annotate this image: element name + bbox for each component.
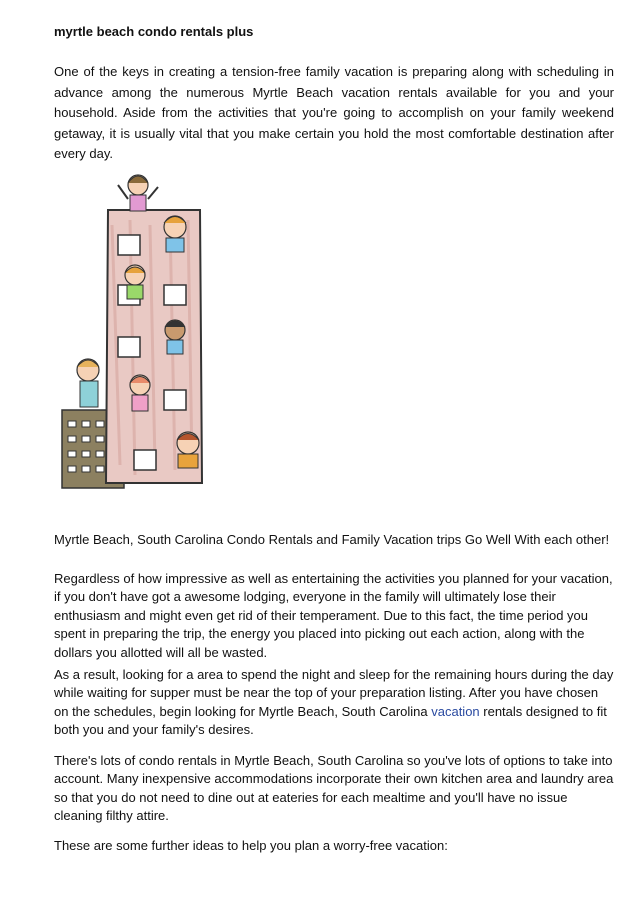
body-paragraph-2 — [54, 666, 614, 740]
kid-window-4 — [165, 320, 185, 354]
intro-paragraph: One of the keys in creating a tension-free family vacation is preparing along with scheduling in advance among the numerous Myrtle Beach vacation rentals available for you and your household. Aside from the activities that you're going to accomplish on your family weekend getaway, it is usually vital that you make certain you hold the most comfortable destination after every day. — [54, 64, 614, 161]
kid-window-3 — [125, 265, 145, 299]
subheading-paragraph: Myrtle Beach, South Carolina Condo Rentals and Family Vacation trips Go Well With each other! — [54, 532, 610, 547]
page-title: myrtle beach condo rentals plus — [54, 24, 254, 39]
kid-window-6 — [177, 432, 199, 468]
cartoon-condo-illustration — [60, 165, 220, 490]
paragraph-text-after-link: rentals designed to fit both you and your family's desires. — [54, 703, 607, 738]
body-paragraph-3: There's lots of condo rentals in Myrtle Beach, South Carolina so you've lots of options to take into account. Many inexpensive accommodations incorporate their own kitchen area and laundry area so that you do not need to dine out at eateries for each mealtime and you'll have no issue cleaning filthy attire. — [54, 753, 614, 824]
kid-window-2 — [164, 216, 186, 252]
kid-top — [118, 175, 158, 211]
body-paragraph-1: Regardless of how impressive as well as entertaining the activities you planned for your vacation, if you don't have got a awesome lodging, everyone in the family will ultimately lose their enthusiasm and might even get rid of their temperament. Due to this fact, the time period you spent in preparing the trip, the energy you placed into picking out each action, along with the dollars you allotted will all be wasted. — [54, 571, 613, 660]
body-paragraph-4: These are some further ideas to help you plan a worry-free vacation: — [54, 838, 448, 853]
paragraph-text-before-link: As a result, looking for a area to spend the night and sleep for the remaining hours during the day while waiting for supper must be near the top of your preparation listing. After you have chosen on the schedules, begin looking for Myrtle Beach, South Carolina — [54, 667, 614, 719]
vacation-link[interactable]: vacation — [431, 703, 480, 719]
kid-left — [77, 359, 99, 407]
